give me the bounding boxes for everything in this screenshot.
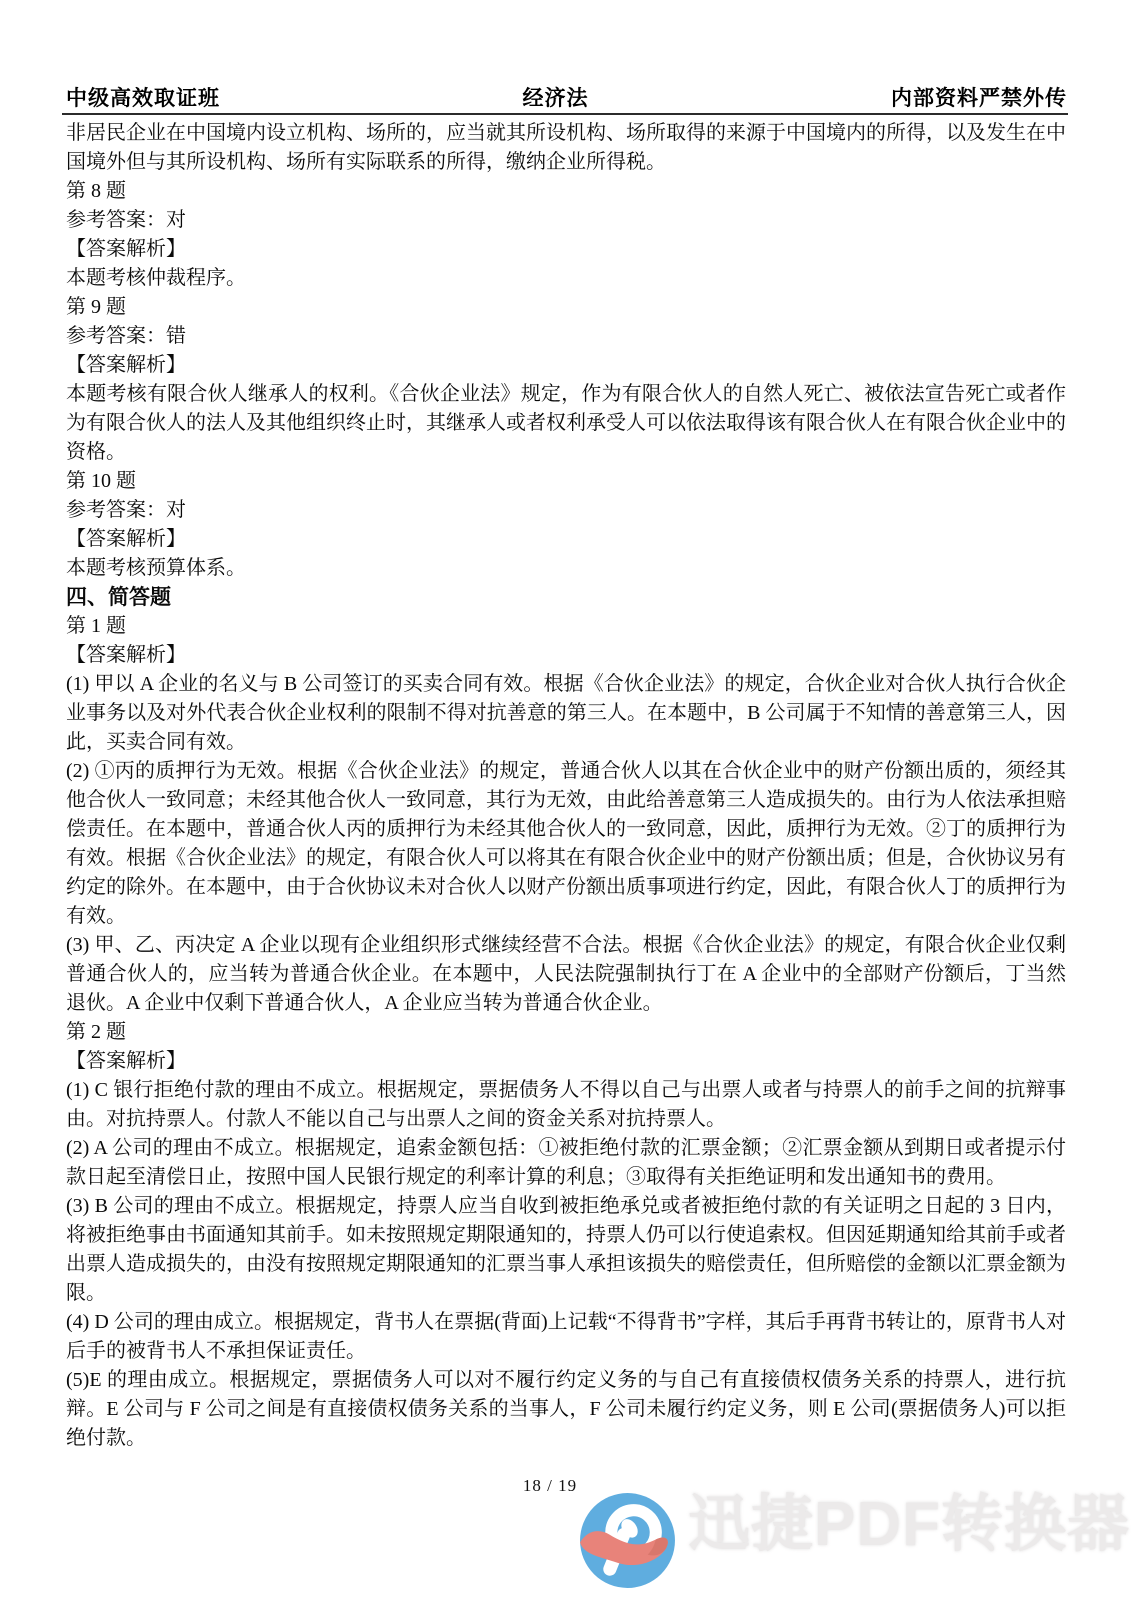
watermark-text: 迅捷PDF转换器	[688, 1490, 1131, 1559]
paragraph: 第 2 题	[66, 1021, 126, 1043]
paragraph: 第 10 题	[66, 470, 136, 492]
paragraph: (3) 甲、乙、丙决定 A 企业以现有企业组织形式继续经营不合法。根据《合伙企业法》的规定，有限合伙企业仅剩普通合伙人的，应当转为普通合伙企业。在本题中，人民法院强制执行丁在 A 企业中的全部财产份额后，丁当然退伙。A 企业中仅剩下普通合伙人，A 企业应当转为普通合伙企业。	[66, 934, 1066, 1014]
paragraph: 参考答案：对	[66, 209, 186, 231]
paragraph: 本题考核仲裁程序。	[66, 267, 246, 289]
page-footer	[0, 1476, 1100, 1496]
page-number: 18 / 19	[522, 1476, 578, 1495]
page-header	[66, 82, 1067, 112]
paragraph: (2) ①丙的质押行为无效。根据《合伙企业法》的规定，普通合伙人以其在合伙企业中的财产份额出质的，须经其他合伙人一致同意；未经其他合伙人一致同意，其行为无效，由此给善意第三人造成损失的。由行为人依法承担赔偿责任。在本题中，普通合伙人丙的质押行为未经其他合伙人的一致同意，因此，质押行为无效。②丁的质押行为有效。根据《合伙企业法》的规定，有限合伙人可以将其在有限合伙企业中的财产份额出质；但是，合伙协议另有约定的除外。在本题中，由于合伙协议未对合伙人以财产份额出质事项进行约定，因此，有限合伙人丁的质押行为有效。	[66, 760, 1066, 927]
document-body	[66, 119, 1066, 1453]
paragraph: 参考答案：对	[66, 499, 186, 521]
pdf-converter-logo-icon	[577, 1490, 678, 1591]
paragraph: 第 1 题	[66, 615, 126, 637]
paragraph: 本题考核有限合伙人继承人的权利。《合伙企业法》规定，作为有限合伙人的自然人死亡、被依法宣告死亡或者作为有限合伙人的法人及其他组织终止时，其继承人或者权利承受人可以依法取得该有限合伙人在有限合伙企业中的资格。	[66, 383, 1066, 463]
paragraph: 【答案解析】	[66, 528, 186, 550]
paragraph: (1) 甲以 A 企业的名义与 B 公司签订的买卖合同有效。根据《合伙企业法》的规定，合伙企业对合伙人执行合伙企业事务以及对外代表合伙企业权利的限制不得对抗善意的第三人。在本题中，B 公司属于不知情的善意第三人，因此，买卖合同有效。	[66, 673, 1066, 753]
paragraph: 参考答案：错	[66, 325, 186, 347]
paragraph: (5)E 的理由成立。根据规定，票据债务人可以对不履行约定义务的与自己有直接债权债务关系的持票人，进行抗辩。E 公司与 F 公司之间是有直接债权债务关系的当事人，F 公司未履行约定义务，则 E 公司(票据债务人)可以拒绝付款。	[66, 1369, 1066, 1449]
header-subject-title: 经济法	[522, 87, 589, 110]
paragraph: 【答案解析】	[66, 644, 186, 666]
paragraph: 【答案解析】	[66, 238, 186, 260]
paragraph: (2) A 公司的理由不成立。根据规定，追索金额包括：①被拒绝付款的汇票金额；②汇票金额从到期日或者提示付款日起至清偿日止，按照中国人民银行规定的利率计算的利息；③取得有关拒绝证明和发出通知书的费用。	[66, 1137, 1066, 1188]
paragraph: 非居民企业在中国境内设立机构、场所的，应当就其所设机构、场所取得的来源于中国境内的所得，以及发生在中国境外但与其所设机构、场所有实际联系的所得，缴纳企业所得税。	[66, 122, 1066, 173]
section-heading: 四、简答题	[66, 586, 171, 609]
paragraph: 第 9 题	[66, 296, 126, 318]
header-confidential-notice: 内部资料严禁外传	[891, 87, 1067, 110]
paragraph: 【答案解析】	[66, 1050, 186, 1072]
header-divider	[62, 113, 1068, 115]
paragraph: (3) B 公司的理由不成立。根据规定，持票人应当自收到被拒绝承兑或者被拒绝付款的有关证明之日起的 3 日内，将被拒绝事由书面通知其前手。如未按照规定期限通知的，持票人仍可以行使追索权。但因延期通知给其前手或者出票人造成损失的，由没有按照规定期限通知的汇票当事人承担该损失的赔偿责任，但所赔偿的金额以汇票金额为限。	[66, 1195, 1066, 1304]
paragraph: 【答案解析】	[66, 354, 186, 376]
paragraph: (1) C 银行拒绝付款的理由不成立。根据规定，票据债务人不得以自己与出票人或者与持票人的前手之间的抗辩事由。对抗持票人。付款人不能以自己与出票人之间的资金关系对抗持票人。	[66, 1079, 1066, 1130]
paragraph: (4) D 公司的理由成立。根据规定，背书人在票据(背面)上记载“不得背书”字样，其后手再背书转让的，原背书人对后手的被背书人不承担保证责任。	[66, 1311, 1066, 1362]
paragraph: 本题考核预算体系。	[66, 557, 246, 579]
header-course-title: 中级高效取证班	[66, 87, 220, 110]
paragraph: 第 8 题	[66, 180, 126, 202]
